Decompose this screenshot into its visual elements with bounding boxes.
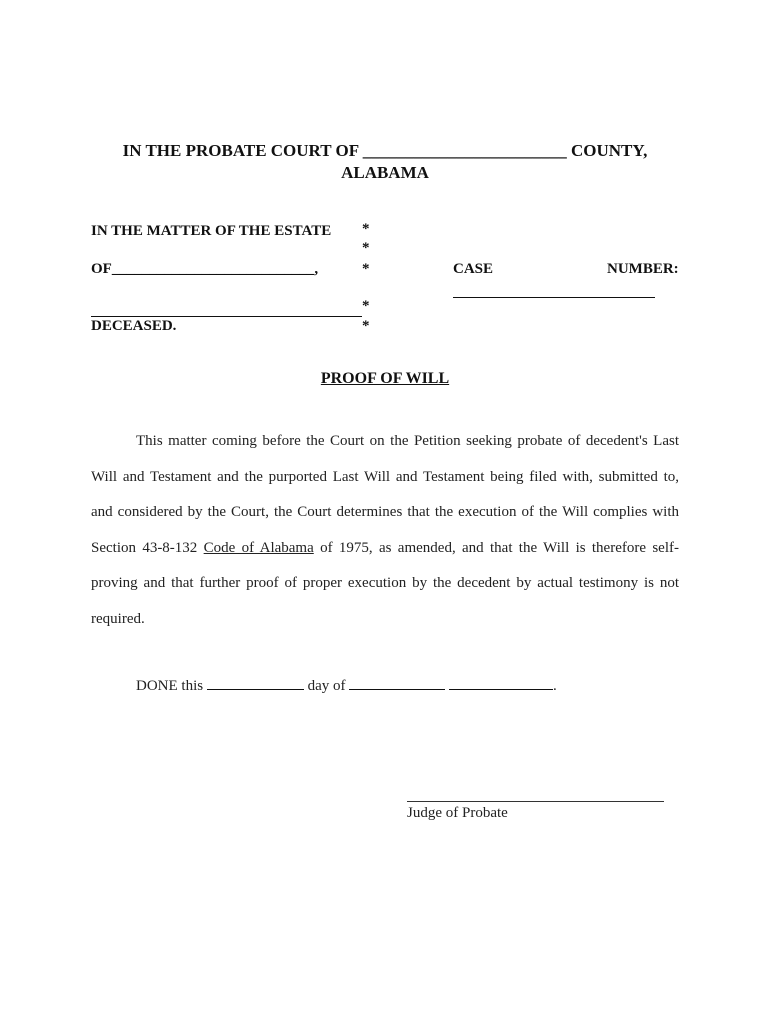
done-suffix: . <box>553 678 557 694</box>
judge-of-probate-label: Judge of Probate <box>407 805 508 821</box>
done-prefix: DONE this <box>136 678 204 694</box>
caption-star-4: * <box>362 298 370 314</box>
month-blank <box>349 678 445 690</box>
body-line-5: proving and that further proof of proper execution by the decedent by actual testimony is not <box>91 575 679 592</box>
body-line-2: Will and Testament and the purported Last Will and Testament being filed with, submitted to, <box>91 468 679 485</box>
court-heading-line1: IN THE PROBATE COURT OF ________________________ COUNTY, <box>122 141 648 160</box>
caption-star-1: * <box>362 221 370 237</box>
estate-of-label: OF___________________________, <box>91 261 319 277</box>
court-heading <box>90 140 680 184</box>
caption-star-3: * <box>362 261 370 277</box>
document-title-text: PROOF OF WILL <box>320 370 450 387</box>
body-line-1: This matter coming before the Court on the Petition seeking probate of decedent's Last <box>136 433 679 449</box>
case-label: CASE <box>453 261 494 277</box>
body-line-4-pre: Section 43-8-132 <box>91 539 204 556</box>
body-line-4-post: of 1975, as amended, and that the Will is therefore self- <box>313 539 679 556</box>
done-middle: day of <box>307 678 346 694</box>
caption-star-5: * <box>362 318 370 334</box>
body-line-4 <box>91 531 679 567</box>
case-number-field-line <box>453 297 655 298</box>
deceased-label: DECEASED. <box>91 318 177 334</box>
estate-matter-label: IN THE MATTER OF THE ESTATE <box>91 223 332 239</box>
day-blank <box>207 678 304 690</box>
signature-line <box>407 801 664 802</box>
done-this-line <box>136 678 557 695</box>
decedent-name-field-line <box>91 316 362 317</box>
number-label: NUMBER: <box>607 261 679 277</box>
body-line-6: required. <box>91 610 145 627</box>
document-title <box>0 370 770 388</box>
court-heading-line2: ALABAMA <box>341 163 429 182</box>
year-blank <box>449 678 553 690</box>
body-paragraph <box>91 424 679 638</box>
caption-star-2: * <box>362 240 370 256</box>
body-line-3: and considered by the Court, the Court determines that the execution of the Will complies with <box>91 504 679 521</box>
code-of-alabama-citation: Code of Alabama <box>203 539 314 556</box>
